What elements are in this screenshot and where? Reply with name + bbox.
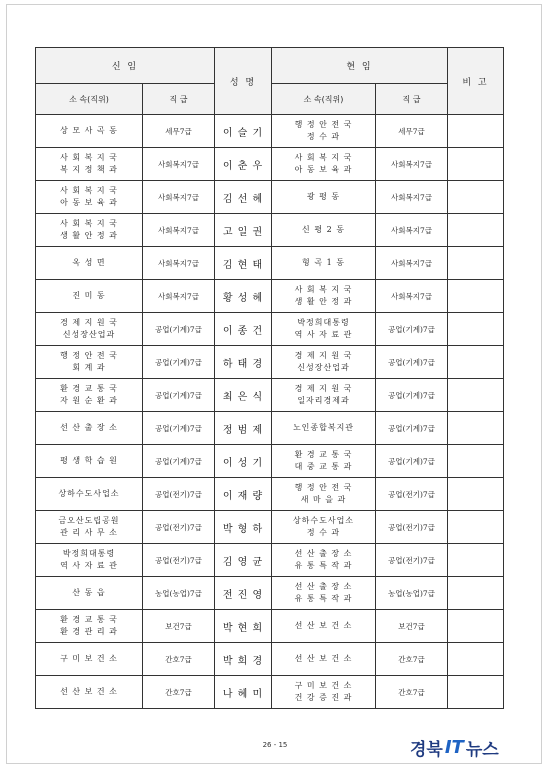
table-body bbox=[36, 115, 504, 709]
remarks-cell bbox=[448, 478, 504, 511]
current-grade: 사회복지7급 bbox=[376, 181, 448, 214]
new-grade: 사회복지7급 bbox=[143, 181, 215, 214]
header-new-post: 신 임 bbox=[36, 48, 215, 84]
current-department-line: 신 평 2 동 bbox=[302, 225, 345, 234]
table-row bbox=[36, 643, 504, 676]
new-department-line: 선 산 출 장 소 bbox=[60, 423, 118, 432]
current-department bbox=[272, 346, 376, 379]
new-department bbox=[36, 577, 143, 610]
remarks-cell bbox=[448, 643, 504, 676]
current-department bbox=[272, 148, 376, 181]
current-department bbox=[272, 577, 376, 610]
person-name: 이 슬 기 bbox=[215, 115, 272, 148]
current-grade: 공업(전기)7급 bbox=[376, 511, 448, 544]
current-grade: 공업(기계)7급 bbox=[376, 412, 448, 445]
new-grade: 사회복지7급 bbox=[143, 247, 215, 280]
current-department bbox=[272, 511, 376, 544]
new-grade: 공업(기계)7급 bbox=[143, 346, 215, 379]
person-name: 고 일 권 bbox=[215, 214, 272, 247]
current-department-line: 행 정 안 전 국 bbox=[294, 483, 353, 492]
current-department-line: 노인종합복지관 bbox=[292, 423, 355, 432]
person-name: 이 종 건 bbox=[215, 313, 272, 346]
person-name: 박 형 하 bbox=[215, 511, 272, 544]
new-department-line: 행 정 안 전 국 bbox=[60, 351, 118, 360]
current-department bbox=[272, 247, 376, 280]
person-name: 이 재 량 bbox=[215, 478, 272, 511]
new-grade: 공업(기계)7급 bbox=[143, 313, 215, 346]
remarks-cell bbox=[448, 247, 504, 280]
person-name: 최 은 식 bbox=[215, 379, 272, 412]
new-grade: 사회복지7급 bbox=[143, 148, 215, 181]
current-department-line: 사 회 복 지 국 bbox=[294, 153, 353, 162]
current-department-line: 정 수 과 bbox=[306, 528, 341, 537]
current-grade: 사회복지7급 bbox=[376, 247, 448, 280]
header-new-dept: 소 속(직위) bbox=[36, 84, 143, 115]
table-row bbox=[36, 676, 504, 709]
new-department-line: 환 경 관 리 과 bbox=[60, 627, 118, 636]
current-department bbox=[272, 643, 376, 676]
new-grade: 보건7급 bbox=[143, 610, 215, 643]
new-department-line: 아 동 보 육 과 bbox=[60, 198, 118, 207]
person-name: 김 현 태 bbox=[215, 247, 272, 280]
new-grade: 공업(전기)7급 bbox=[143, 478, 215, 511]
new-department-line: 사 회 복 지 국 bbox=[60, 219, 118, 228]
new-department-line: 경 제 지 원 국 bbox=[60, 318, 118, 327]
person-name: 정 범 제 bbox=[215, 412, 272, 445]
current-department-line: 행 정 안 전 국 bbox=[294, 120, 353, 129]
new-grade: 공업(전기)7급 bbox=[143, 544, 215, 577]
header-name: 성 명 bbox=[215, 48, 272, 115]
page-number: 26 - 15 bbox=[262, 741, 288, 749]
current-department-line: 선 산 보 건 소 bbox=[294, 621, 353, 630]
logo-part1: 경북 bbox=[410, 739, 443, 760]
new-department bbox=[36, 313, 143, 346]
current-department bbox=[272, 280, 376, 313]
current-department-line: 아 동 보 육 과 bbox=[294, 165, 353, 174]
person-name: 박 현 희 bbox=[215, 610, 272, 643]
person-name: 김 영 균 bbox=[215, 544, 272, 577]
remarks-cell bbox=[448, 379, 504, 412]
table-row bbox=[36, 544, 504, 577]
new-department bbox=[36, 544, 143, 577]
remarks-cell bbox=[448, 280, 504, 313]
table-row bbox=[36, 280, 504, 313]
new-department-line: 산 동 읍 bbox=[72, 588, 106, 597]
new-department bbox=[36, 478, 143, 511]
new-department-line: 사 회 복 지 국 bbox=[60, 153, 118, 162]
current-department bbox=[272, 313, 376, 346]
new-department bbox=[36, 280, 143, 313]
new-department-line: 역 사 자 료 관 bbox=[60, 561, 118, 570]
new-department-line: 평 생 학 습 원 bbox=[60, 456, 118, 465]
remarks-cell bbox=[448, 115, 504, 148]
new-department-line: 옥 성 면 bbox=[72, 258, 106, 267]
current-grade: 사회복지7급 bbox=[376, 214, 448, 247]
new-department bbox=[36, 511, 143, 544]
remarks-cell bbox=[448, 511, 504, 544]
person-name: 하 태 경 bbox=[215, 346, 272, 379]
new-department-line: 관 리 사 무 소 bbox=[60, 528, 118, 537]
header-remarks: 비 고 bbox=[448, 48, 504, 115]
new-grade: 공업(전기)7급 bbox=[143, 511, 215, 544]
new-department-line: 환 경 교 통 국 bbox=[60, 384, 118, 393]
current-department bbox=[272, 610, 376, 643]
new-department bbox=[36, 247, 143, 280]
current-department-line: 경 제 지 원 국 bbox=[294, 384, 353, 393]
table-row bbox=[36, 412, 504, 445]
current-department-line: 구 미 보 건 소 bbox=[294, 681, 353, 690]
current-department-line: 박정희대통령 bbox=[297, 318, 350, 327]
current-department-line: 유 통 특 작 과 bbox=[294, 561, 353, 570]
remarks-cell bbox=[448, 148, 504, 181]
person-name: 김 선 혜 bbox=[215, 181, 272, 214]
current-department-line: 경 제 지 원 국 bbox=[294, 351, 353, 360]
personnel-table bbox=[35, 47, 504, 709]
new-department bbox=[36, 676, 143, 709]
current-department bbox=[272, 478, 376, 511]
current-department-line: 형 곡 1 동 bbox=[302, 258, 345, 267]
current-department-line: 선 산 출 장 소 bbox=[294, 549, 353, 558]
new-grade: 세무7급 bbox=[143, 115, 215, 148]
current-grade: 간호7급 bbox=[376, 643, 448, 676]
new-department bbox=[36, 412, 143, 445]
table-row bbox=[36, 577, 504, 610]
person-name: 나 혜 미 bbox=[215, 676, 272, 709]
new-department-line: 상 모 사 곡 동 bbox=[60, 126, 118, 135]
current-department bbox=[272, 676, 376, 709]
new-grade: 간호7급 bbox=[143, 676, 215, 709]
current-department-line: 대 중 교 통 과 bbox=[294, 462, 353, 471]
person-name: 이 성 기 bbox=[215, 445, 272, 478]
new-department-line: 생 활 안 정 과 bbox=[60, 231, 118, 240]
new-grade: 간호7급 bbox=[143, 643, 215, 676]
remarks-cell bbox=[448, 445, 504, 478]
current-grade: 보건7급 bbox=[376, 610, 448, 643]
new-department bbox=[36, 445, 143, 478]
current-department-line: 새 마 을 과 bbox=[300, 495, 347, 504]
current-grade: 농업(농업)7급 bbox=[376, 577, 448, 610]
table-row bbox=[36, 379, 504, 412]
new-department-line: 사 회 복 지 국 bbox=[60, 186, 118, 195]
person-name: 이 춘 우 bbox=[215, 148, 272, 181]
remarks-cell bbox=[448, 214, 504, 247]
new-department bbox=[36, 181, 143, 214]
current-department-line: 정 수 과 bbox=[306, 132, 341, 141]
header-current-grade: 직 급 bbox=[376, 84, 448, 115]
new-grade: 농업(농업)7급 bbox=[143, 577, 215, 610]
current-department-line: 선 산 출 장 소 bbox=[294, 582, 353, 591]
new-grade: 공업(기계)7급 bbox=[143, 412, 215, 445]
table-row bbox=[36, 610, 504, 643]
current-department-line: 건 강 증 진 과 bbox=[294, 693, 353, 702]
current-department bbox=[272, 412, 376, 445]
new-department bbox=[36, 214, 143, 247]
new-department bbox=[36, 610, 143, 643]
new-department-line: 자 원 순 환 과 bbox=[60, 396, 118, 405]
new-department bbox=[36, 379, 143, 412]
table-row bbox=[36, 478, 504, 511]
current-grade: 공업(기계)7급 bbox=[376, 346, 448, 379]
current-department-line: 생 활 안 정 과 bbox=[294, 297, 353, 306]
remarks-cell bbox=[448, 412, 504, 445]
new-department-line: 구 미 보 건 소 bbox=[60, 654, 118, 663]
new-department bbox=[36, 115, 143, 148]
new-department-line: 박정희대통령 bbox=[62, 549, 116, 558]
new-department-line: 환 경 교 통 국 bbox=[60, 615, 118, 624]
new-department-line: 금오산도립공원 bbox=[58, 516, 120, 525]
current-department-line: 상하수도사업소 bbox=[292, 516, 355, 525]
table-row bbox=[36, 115, 504, 148]
header-current-dept: 소 속(직위) bbox=[272, 84, 376, 115]
remarks-cell bbox=[448, 346, 504, 379]
new-department bbox=[36, 148, 143, 181]
new-grade: 공업(기계)7급 bbox=[143, 379, 215, 412]
logo-part2: IT bbox=[444, 736, 464, 758]
header-new-grade: 직 급 bbox=[143, 84, 215, 115]
current-department bbox=[272, 445, 376, 478]
current-department bbox=[272, 115, 376, 148]
person-name: 황 성 혜 bbox=[215, 280, 272, 313]
current-department bbox=[272, 544, 376, 577]
new-grade: 사회복지7급 bbox=[143, 280, 215, 313]
remarks-cell bbox=[448, 544, 504, 577]
current-grade: 공업(전기)7급 bbox=[376, 478, 448, 511]
current-department-line: 선 산 보 건 소 bbox=[294, 654, 353, 663]
current-grade: 공업(기계)7급 bbox=[376, 445, 448, 478]
current-department bbox=[272, 181, 376, 214]
new-department-line: 상하수도사업소 bbox=[58, 489, 120, 498]
remarks-cell bbox=[448, 313, 504, 346]
current-grade: 공업(기계)7급 bbox=[376, 313, 448, 346]
current-department-line: 신성장산업과 bbox=[297, 363, 350, 372]
remarks-cell bbox=[448, 181, 504, 214]
remarks-cell bbox=[448, 577, 504, 610]
person-name: 전 진 영 bbox=[215, 577, 272, 610]
current-department-line: 유 통 특 작 과 bbox=[294, 594, 353, 603]
new-department-line: 선 산 보 건 소 bbox=[60, 687, 118, 696]
person-name: 박 희 경 bbox=[215, 643, 272, 676]
table-row bbox=[36, 511, 504, 544]
new-department-line: 회 계 과 bbox=[72, 363, 106, 372]
site-logo bbox=[410, 734, 540, 760]
current-department-line: 일자리경제과 bbox=[297, 396, 350, 405]
new-grade: 사회복지7급 bbox=[143, 214, 215, 247]
current-grade: 공업(전기)7급 bbox=[376, 544, 448, 577]
new-department-line: 신성장산업과 bbox=[62, 330, 116, 339]
header-current-post: 현 임 bbox=[272, 48, 448, 84]
new-department-line: 복 지 정 책 과 bbox=[60, 165, 118, 174]
current-department-line: 환 경 교 통 국 bbox=[294, 450, 353, 459]
table-row bbox=[36, 445, 504, 478]
current-grade: 사회복지7급 bbox=[376, 148, 448, 181]
current-department-line: 사 회 복 지 국 bbox=[294, 285, 353, 294]
table-row bbox=[36, 148, 504, 181]
new-department-line: 진 미 동 bbox=[72, 291, 106, 300]
current-department-line: 광 평 동 bbox=[306, 192, 341, 201]
current-department-line: 역 사 자 료 관 bbox=[294, 330, 353, 339]
table-row bbox=[36, 181, 504, 214]
current-grade: 사회복지7급 bbox=[376, 280, 448, 313]
current-department bbox=[272, 379, 376, 412]
table-row bbox=[36, 247, 504, 280]
current-grade: 공업(기계)7급 bbox=[376, 379, 448, 412]
current-department bbox=[272, 214, 376, 247]
table-row bbox=[36, 346, 504, 379]
remarks-cell bbox=[448, 610, 504, 643]
remarks-cell bbox=[448, 676, 504, 709]
logo-part3: 뉴스 bbox=[465, 739, 499, 760]
table-row bbox=[36, 214, 504, 247]
new-department bbox=[36, 643, 143, 676]
current-grade: 간호7급 bbox=[376, 676, 448, 709]
table-row bbox=[36, 313, 504, 346]
new-grade: 공업(기계)7급 bbox=[143, 445, 215, 478]
current-grade: 세무7급 bbox=[376, 115, 448, 148]
new-department bbox=[36, 346, 143, 379]
